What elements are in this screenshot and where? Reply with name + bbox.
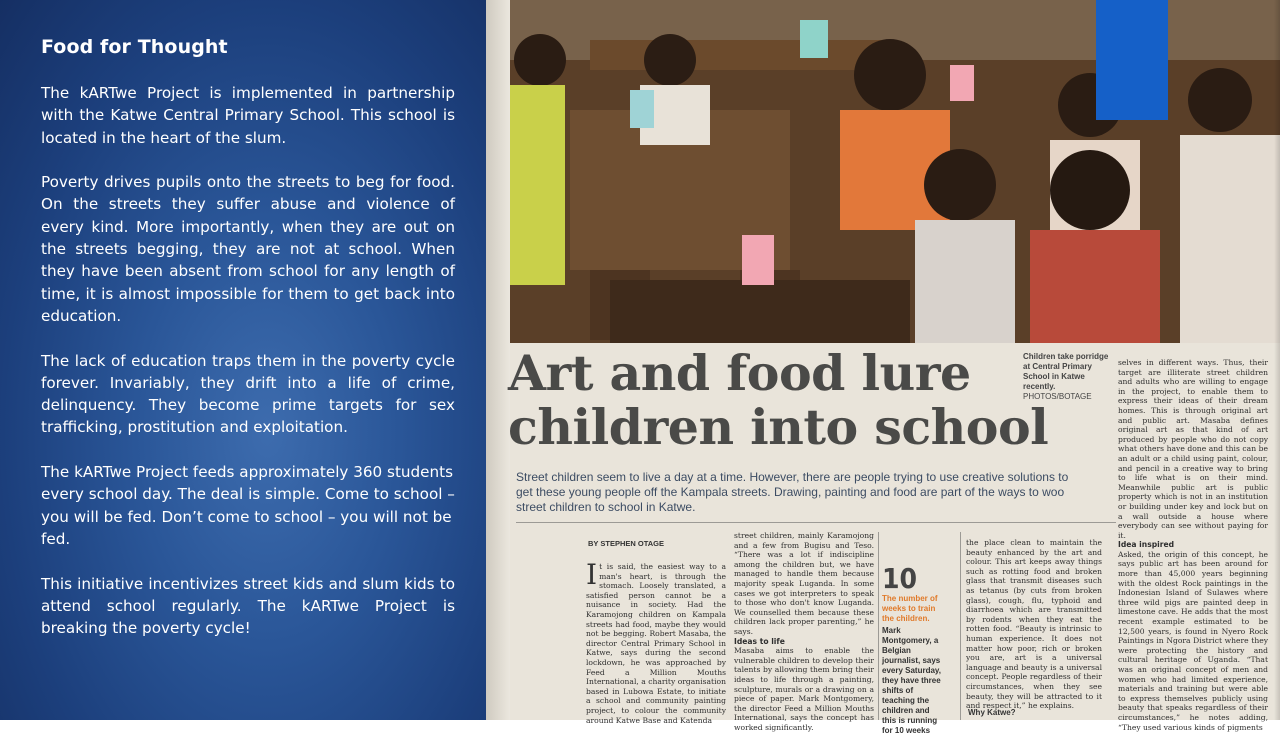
article-headline [508, 346, 1068, 454]
column-3-subhead: Why Katwe? [968, 708, 1016, 717]
column-4-subhead: Idea inspired [1118, 540, 1175, 550]
photo-caption [1023, 352, 1115, 402]
column-divider-right [960, 532, 961, 720]
pull-quote-body: Mark Montgomery, a Belgian journalist, says every Saturday, they have three shifts of teaching the children and this is running for 10 weeks [882, 626, 941, 735]
article-standfirst: Street children seem to live a day at a time. However, there are people trying to use creative solutions to get these young people off the Kampala streets. Drawing, painting and food are part of the ways to woo street children to school in Katwe. [516, 470, 1069, 514]
pull-quote [882, 564, 942, 736]
newspaper-clipping [486, 0, 1280, 735]
standfirst-divider [516, 522, 1116, 523]
text-panel [0, 0, 486, 720]
blue-accent-square [1096, 0, 1168, 120]
pull-quote-highlight: The number of weeks to train the children. [882, 594, 938, 623]
column-2-subhead: Ideas to life [734, 636, 785, 646]
article-column-2 [734, 531, 874, 732]
clipping-shadow [1274, 0, 1280, 720]
photo-credit: PHOTOS/BOTAGE [1023, 392, 1092, 401]
clipping-edge [486, 0, 510, 720]
article-column-3 [966, 538, 1102, 720]
caption-text: Children take porridge at Central Primary School in Katwe recently. [1023, 352, 1109, 391]
column-4-text-2: Asked, the origin of this concept, he says public art has been around for more than 45,000 years beginning with the oldest Rock paintings in the Indonesian Island of Sulawes where three wild pigs are painted deep in limestone cave. He adds that the most recent example estimated to be 12,500 years, is found in Nyero Rock Paintings in Ngora District where they were protecting the history and cultural heritage of Uganda. “That was an original concept of men and women who had limited experience, materials and training but were able to express themselves publicly using beauty that speaks regardless of their circumstances,” he notes adding, “They used various kinds of pigments [1118, 549, 1268, 732]
slide-body [41, 82, 455, 662]
column-divider-left [878, 532, 879, 720]
headline-line-1: Art and food lure [508, 344, 971, 402]
article-column-4 [1118, 358, 1268, 732]
paragraph-initiative: This initiative incentivizes street kids and slum kids to attend school regularly. The kARTwe Project is breaking the poverty cycle! [41, 574, 455, 638]
paragraph-feeding: The kARTwe Project feeds approximately 360 students every school day. The deal is simple. Come to school – you will be fed. Don’t come to school – you will not be fed. [41, 463, 455, 548]
headline-line-2: children into school [508, 398, 1049, 456]
drop-cap: I [586, 558, 598, 591]
paragraph-poverty: Poverty drives pupils onto the streets to beg for food. On the streets they suffer abuse and violence of every kind. More importantly, when they are out on the streets begging, they are not at school. When they have been absent from school for any length of time, it is almost impossible for them to get back into education. [41, 173, 455, 325]
column-2-text-2: Masaba aims to enable the vulnerable children to develop their talents by allowing them bring their ideas to life through a painting, sculpture, murals or a drawing on a piece of paper. Mark Montgomery, the director Feed a Million Mouths International, says the concept has worked significantly. [734, 646, 874, 732]
article-column-1 [586, 558, 726, 725]
paragraph-education: The lack of education traps them in the poverty cycle forever. Invariably, they drift into a life of crime, delinquency. They become prime targets for sex trafficking, prostitution and exploitation. [41, 351, 455, 437]
article-byline: BY STEPHEN OTAGE [588, 539, 664, 548]
paragraph-partnership: The kARTwe Project is implemented in partnership with the Katwe Central Primary School. This school is located in the heart of the slum. [41, 84, 455, 147]
column-1-text: t is said, the easiest way to a man's heart, is through the stomach. Loosely translated, a satisfied person cannot be a nuisance in society. Had the Karamojong children on Kampala streets had food, maybe they would not be begging. Robert Masaba, the director Central Primary School in Katwe, says during the second lockdown, he was approached by Feed a Million Mouths International, a charity organisation based in Lubowa Estate, to initiate a school and community painting project, to colour the community around Katwe Base and Katenda [586, 562, 726, 725]
column-2-text: street children, mainly Karamojong and a few from Bugisu and Teso. “There was a lot if indiscipline among the children but, we have managed to handle them because majority speak Luganda. In some cases we got interpreters to speak to those who don't know Luganda. We counselled them because these children lack proper parenting,” he says. [734, 531, 874, 636]
pull-quote-number: 10 [882, 562, 918, 595]
slide-title: Food for Thought [41, 36, 228, 58]
column-3-text: the place clean to maintain the beauty enhanced by the art and colour. This art keeps away things such as rotting food and broken glass that transmit diseases such as tetanus (by cuts from broken glass), cough, flu, typhoid and diarrhoea which are transmitted by rodents when they eat the rotten food. “Beauty is intrinsic to human experience. It does not matter how poor, rich or broken you are, art is a universal language and beauty is a universal concept. People regardless of their circumstances, when they see beauty, they will be attracted to it and respect it,” he explains. [966, 538, 1102, 711]
column-4-text: selves in different ways. Thus, their target are illiterate street children and adults who are willing to engage in the project, to enable them to express their ideas of their dream homes. This is through original art and public art. Masaba defines original art as that kind of art produced by people who do not copy what others have done and this can be an adult or a child using paint, colour, and pencil in a creative way to bring to life what is on their mind. Meanwhile public art is public property which is not in an institution or building under key and lock but on a wall outside a house where everybody can see without paying for it. [1118, 358, 1268, 540]
